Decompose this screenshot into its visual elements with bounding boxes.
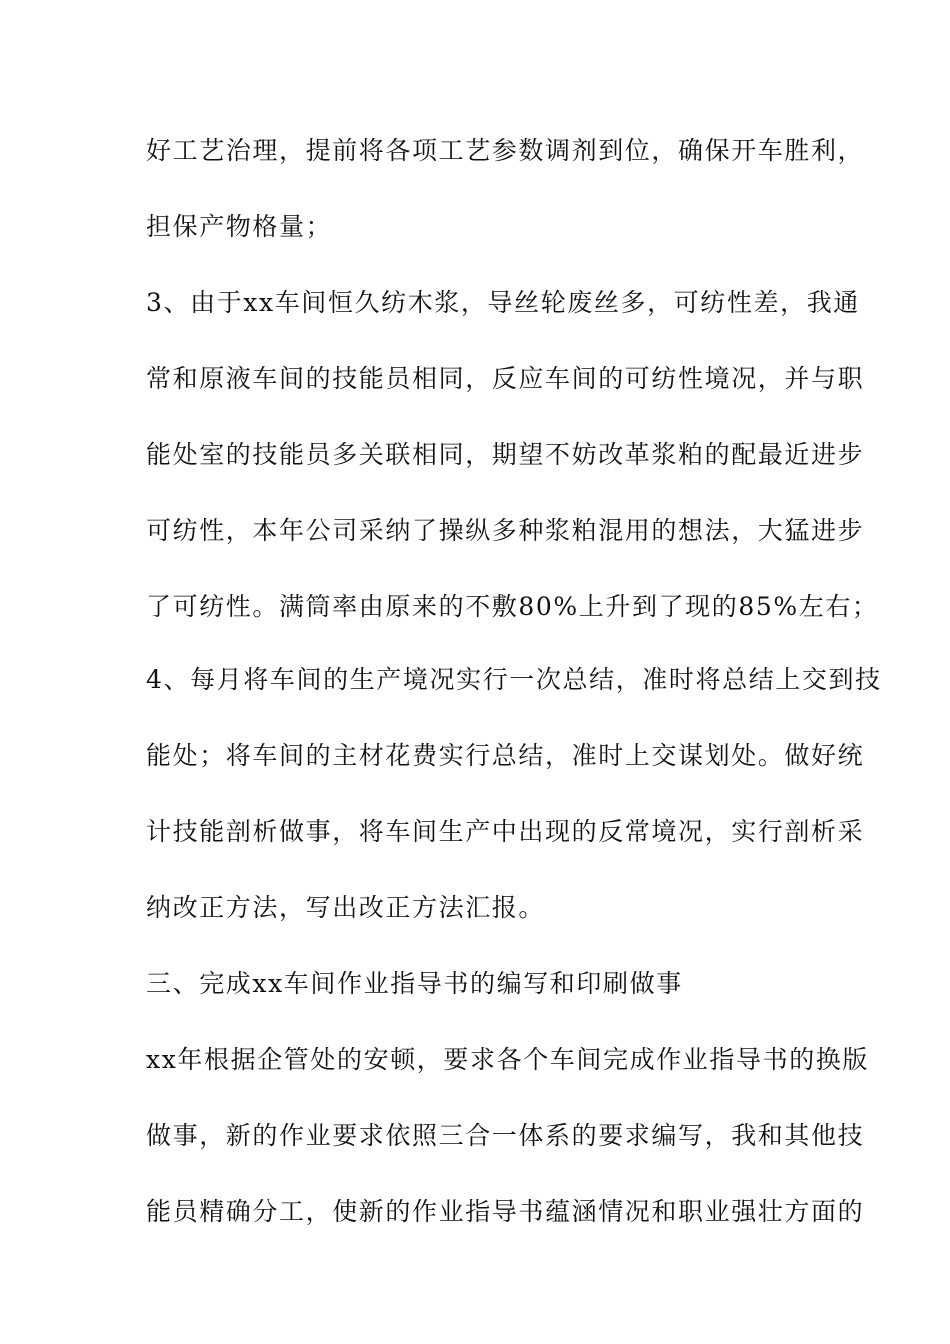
body-text-line: 能员精确分工，使新的作业指导书蕴涵情况和职业强壮方面的 (146, 1197, 865, 1226)
body-text-line: 能处室的技能员多关联相同，期望不妨改革浆粕的配最近进步 (146, 440, 865, 469)
body-text-line: xx年根据企管处的安顿，要求各个车间完成作业指导书的换版 (146, 1045, 870, 1074)
body-text-line: 可纺性，本年公司采纳了操纵多种浆粕混用的想法，大猛进步 (146, 516, 865, 545)
body-text-line: 做事，新的作业要求依照三合一体系的要求编写，我和其他技 (146, 1121, 865, 1150)
body-text-line: 能处；将车间的主材花费实行总结，准时上交谋划处。做好统 (146, 741, 865, 770)
body-text-line: 常和原液车间的技能员相同，反应车间的可纺性境况，并与职 (146, 364, 865, 393)
body-text-line: 担保产物格量； (146, 212, 333, 241)
body-text-line: 了可纺性。满筒率由原来的不敷80%上升到了现的85%左右； (146, 592, 879, 621)
body-text-line: 纳改正方法，写出改正方法汇报。 (146, 893, 546, 922)
body-text-line: 3、由于xx车间恒久纺木浆，导丝轮废丝多，可纺性差，我通 (146, 288, 860, 317)
body-text-line: 4、每月将车间的生产境况实行一次总结，准时将总结上交到技 (146, 665, 882, 694)
section-heading: 三、完成xx车间作业指导书的编写和印刷做事 (146, 969, 683, 998)
body-text-line: 计技能剖析做事，将车间生产中出现的反常境况，实行剖析采 (146, 817, 865, 846)
body-text-line: 好工艺治理，提前将各项工艺参数调剂到位，确保开车胜利， (146, 136, 865, 165)
